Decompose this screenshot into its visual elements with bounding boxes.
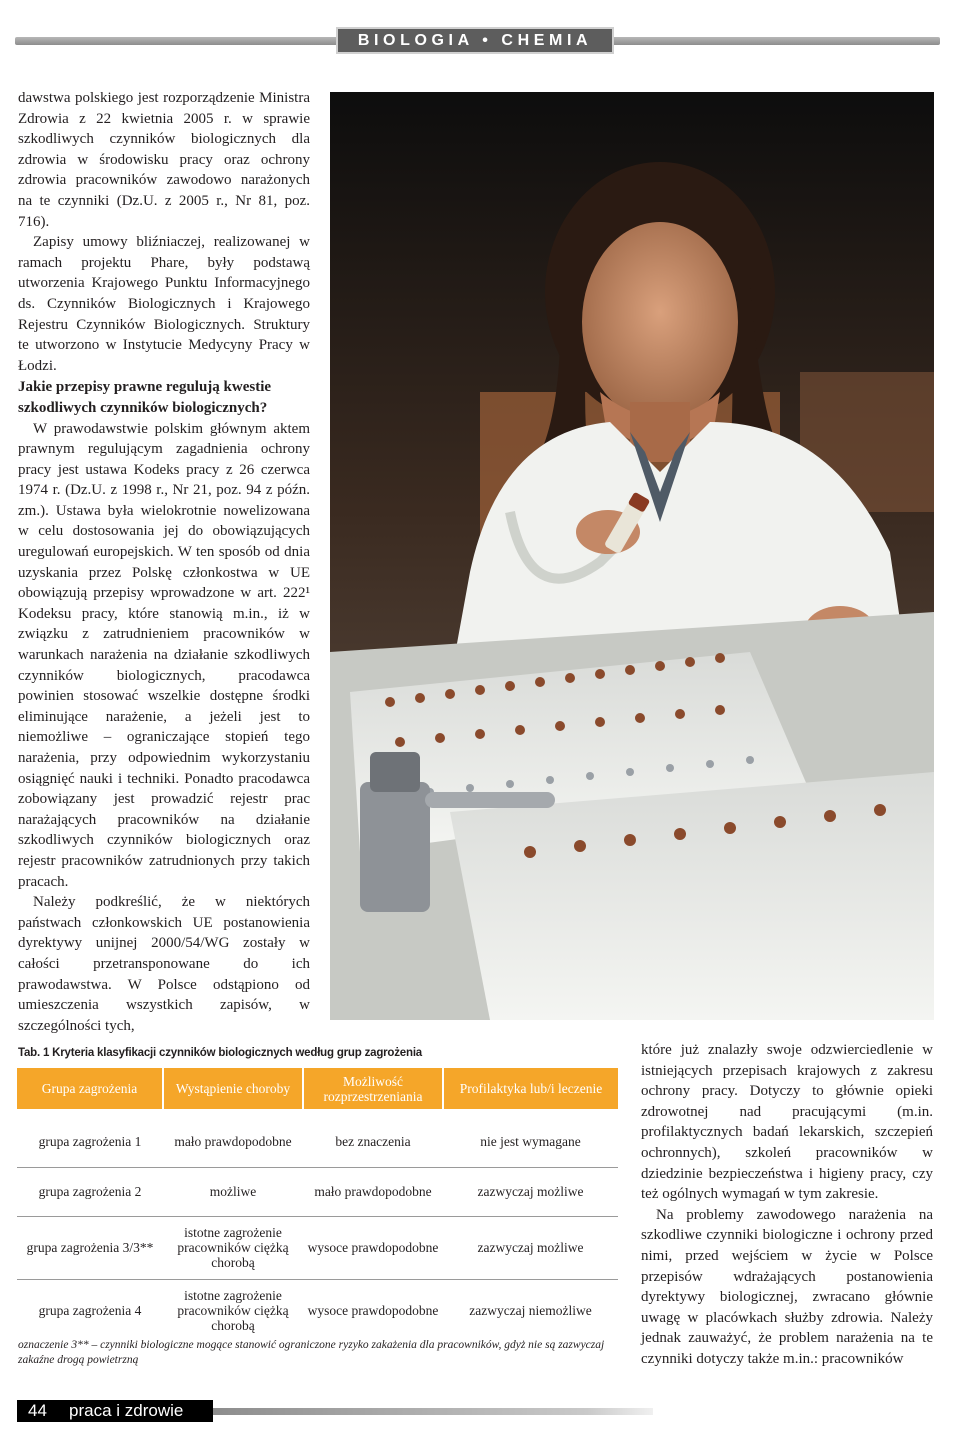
column-header: Grupa zagrożenia	[17, 1068, 163, 1109]
risk-group-table	[17, 1068, 618, 1341]
page-number: 44	[28, 1401, 47, 1420]
table-cell: zazwyczaj niemożliwe	[469, 1302, 592, 1318]
table-cell: możliwe	[163, 1167, 303, 1216]
table-caption: Tab. 1 Kryteria klasyfikacji czynników biologicznych według grup zagrożenia	[18, 1047, 423, 1059]
paragraph: które już znalazły swoje odzwierciedlenie w istniejących przepisach krajowych z zakresu ochrony pracy. Dotyczy to głównie opieki zdrowotnej nad pracującymi (m.in. profilaktycznych badań lekarskich, szczepień ochronnych), szkoleń pracowników w dziedzinie bezpieczeństwa i higieny pracy, czy też ogólnych wymagań w tym zakresie.	[641, 1042, 933, 1203]
table-cell: grupa zagrożenia 4	[38, 1302, 142, 1318]
table-cell: wysoce prawdopodobne	[303, 1216, 443, 1279]
paragraph: Zapisy umowy bliźniaczej, realizowanej w ramach projektu Phare, były podstawą utworzenia Krajowego Punktu Informacyjnego ds. Czynników Biologicznych i Krajowego Rejestru Czynników Biologicznych. Struktury te utworzono w Instytucie Medycyny Pracy w Łodzi.	[18, 234, 310, 374]
table-cell: istotne zagrożenie pracowników ciężką chorobą	[163, 1216, 303, 1279]
table-row	[17, 1279, 618, 1341]
table-cell: grupa zagrożenia 2	[17, 1167, 163, 1216]
table-cell: istotne zagrożenie pracowników ciężką chorobą	[177, 1287, 289, 1333]
table-cell: wysoce prawdopodobne	[307, 1302, 439, 1318]
table-cell: zazwyczaj możliwe	[443, 1167, 618, 1216]
paragraph: W prawodawstwie polskim głównym aktem prawnym regulującym zagadnienia ochrony pracy jest ustawa Kodeks pracy z 26 czerwca 1974 r. (Dz.U. z 1998 r., Nr 21, poz. 94 z późn. zm.). Ustawa była wielokrotnie nowelizowana w celu dostosowania jej do obowiązujących uregulowań europejskich. W ten sposób od dnia uzyskania przez Polskę członkostwa w UE obowiązują przepisy wprowadzone w art. 222¹ Kodeksu pracy, które stanowią m.in., iż w związku z zatrudnieniem pracowników w warunkach narażenia na działanie szkodliwych czynników biologicznych, pracodawca powinien stosować wszelkie dostępne środki eliminujące narażenie, a jeżeli jest to niemożliwe – ograniczające stopień tego narażenia, przy odpowiednim wykorzystaniu osiągnięć nauki i techniki. Ponadto pracodawca zobowiązany jest prowadzić rejestr prac narażających pracowników na działanie szkodliwych czynników biologicznych oraz rejestr pracowników zatrudnionych przy takich pracach.	[18, 420, 310, 890]
section-tag: BIOLOGIA • CHEMIA	[336, 27, 614, 54]
paragraph: Na problemy zawodowego narażenia na szkodliwe czynniki biologiczne i ochrony przed nimi, przed wejściem w życie w Polsce przepisów wdrażających postanowienia dyrektywy biologicznej, zwracano głównie uwagę w placówkach służby zdrowia. Należy jednak zauważyć, że problem narażenia na te czynniki dotyczy także m.in.: pracowników	[641, 1206, 933, 1367]
right-text-column	[641, 1040, 933, 1370]
table-header-row	[17, 1068, 618, 1109]
paragraph: dawstwa polskiego jest rozporządzenie Ministra Zdrowia z 22 kwietnia 2005 r. w sprawie szkodliwych czynników biologicznych dla zdrowia w środowisku pracy oraz ochrony zdrowia pracowników zawodowo narażonych na te czynniki (Dz.U. z 2005 r., Nr 81, poz. 716).	[18, 90, 310, 230]
magazine-title: praca i zdrowie	[69, 1401, 184, 1420]
table-cell: bez znaczenia	[303, 1116, 443, 1167]
table-cell: nie jest wymagane	[443, 1116, 618, 1167]
table-cell: mało prawdopodobne	[303, 1167, 443, 1216]
footer-rule	[213, 1408, 653, 1415]
table-cell: grupa zagrożenia 1	[17, 1116, 163, 1167]
table-footnote: oznaczenie 3** – czynniki biologiczne mogące stanowić ograniczone ryzyko zakażenia dla pracowników, gdyż nie są zazwyczaj zakaźne drogą powietrzną	[18, 1339, 605, 1366]
section-heading: Jakie przepisy prawne regulują kwestie szkodliwych czynników biologicznych?	[18, 379, 272, 416]
table-cell: zazwyczaj możliwe	[443, 1216, 618, 1279]
column-header: Możliwość rozprzestrzeniania	[303, 1068, 443, 1109]
column-header: Wystąpienie choroby	[163, 1068, 303, 1109]
table-row	[17, 1167, 618, 1216]
table-row	[17, 1216, 618, 1279]
table-cell: grupa zagrożenia 3/3**	[17, 1216, 163, 1279]
table-row	[17, 1116, 618, 1167]
column-header: Profilaktyka lub/i leczenie	[443, 1068, 618, 1109]
left-text-column	[18, 88, 310, 1036]
lab-photo	[330, 92, 934, 1020]
table-cell: mało prawdopodobne	[163, 1116, 303, 1167]
footer-label	[17, 1400, 213, 1422]
paragraph: Należy podkreślić, że w niektórych państwach członkowskich UE postanowienia dyrektywy unijnej 2000/54/WG zostały w całości przetransponowane do ich prawodawstwa. W Polsce odstąpiono od umieszczenia wszystkich zapisów, w szczególności tych,	[18, 894, 310, 1034]
